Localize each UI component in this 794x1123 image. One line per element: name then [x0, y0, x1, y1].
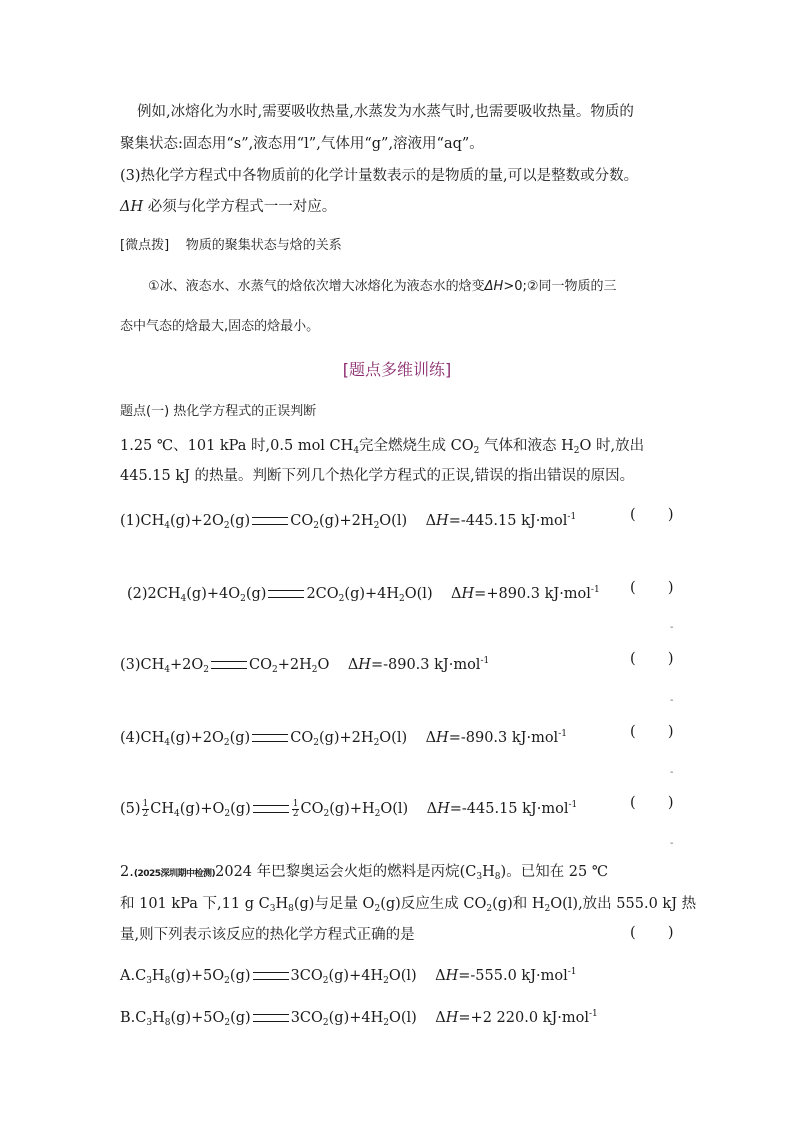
q1-line-1: 1.25 ℃、101 kPa 时,0.5 mol $CH_4$完全燃烧生成 $CO_2$ 气体和液态 $H_2O$ 时,放出: [120, 438, 645, 456]
q2-l2e: ,放出 555.0 kJ 热: [578, 896, 697, 912]
answer-bracket-4[interactable]: ( ): [630, 724, 674, 740]
option-b-dh: =+2 220.0 kJ·mol: [458, 1010, 589, 1026]
margin-mark: -: [670, 838, 674, 849]
answer-bracket-3[interactable]: ( ): [630, 651, 674, 667]
eq5-dh: =-445.15 kJ·mol: [449, 801, 569, 817]
tip-line-1b: >0;②同一物质的三: [503, 279, 617, 294]
q1-l1c: 气体和液态: [483, 438, 557, 454]
intro-line-1: 例如,冰熔化为水时,需要吸收热量,水蒸发为水蒸气时,也需要吸收热量。物质的: [137, 104, 634, 120]
fraction-half: $\frac{1}{2}$: [142, 798, 149, 819]
eq3-dh: =-890.3 kJ·mol: [370, 657, 481, 673]
tip-line-1a: ①冰、液态水、水蒸气的焓依次增大冰熔化为液态水的焓变: [148, 279, 485, 294]
q2-l2a: 和 101 kPa 下,11 g: [120, 896, 254, 912]
section-title: [题点多维训练]: [342, 360, 452, 379]
q2-prefix: 2.: [120, 864, 134, 880]
tip-label: [微点拨]: [120, 238, 170, 253]
option-a-dh: =-555.0 kJ·mol: [458, 968, 568, 984]
q1-l1b: 完全燃烧生成: [359, 438, 447, 454]
intro-line-4: ΔH 必须与化学方程式一一对应。: [120, 199, 337, 215]
intro-line-3: (3)热化学方程式中各物质前的化学计量数表示的是物质的量,可以是整数或分数。: [120, 168, 639, 184]
tip-title: 物质的聚集状态与焓的关系: [185, 238, 342, 253]
q2-l1: 2024 年巴黎奥运会火炬的燃料是丙烷(: [215, 864, 466, 880]
intro-line-2: 聚集状态:固态用“s”,液态用“l”,气体用“g”,溶液用“aq”。: [120, 136, 484, 152]
q1-l1d: 时,放出: [595, 438, 645, 454]
q2-line-2: 和 101 kPa 下,11 g $C_3H_8(g)$与足量 $O_2(g)$反应生成 $CO_2(g)$和 $H_2O(l)$,放出 555.0 kJ 热: [120, 896, 697, 914]
intro-line-4-text: 必须与化学方程式一一对应。: [147, 199, 337, 215]
q1-l1a: 1.25 ℃、101 kPa 时,0.5 mol: [120, 438, 325, 454]
tip-line-2: 态中气态的焓最大,固态的焓最小。: [120, 319, 320, 334]
q2-line-3: 量,则下列表示该反应的热化学方程式正确的是: [120, 927, 415, 943]
tip-line-1: ①冰、液态水、水蒸气的焓依次增大冰熔化为液态水的焓变ΔH>0;②同一物质的三: [148, 279, 617, 294]
source-tag: (2025深圳期中检测): [133, 869, 216, 879]
eq4-dh: =-890.3 kJ·mol: [448, 730, 559, 746]
answer-bracket-1[interactable]: ( ): [630, 507, 674, 523]
tip-heading: [120, 236, 342, 256]
equation-5: (5) $\frac{1}{2}$ $CH_4(g)+O_2(g)$ $\frac{1}{2}$ $CO_2(g)+H_2O(l)$ ΔH=-445.15 kJ·mol$^{-1}$: [120, 798, 578, 819]
q2-l2b: 与足量: [314, 896, 358, 912]
fraction-half: $\frac{1}{2}$: [292, 798, 299, 819]
answer-bracket-q2[interactable]: ( ): [630, 925, 674, 941]
equation-4: $(4)CH_4(g)+2O_2(g)$ $CO_2(g)+2H_2O(l)$ ΔH=-890.3 kJ·mol$^{-1}$: [120, 729, 567, 748]
q2-l2c: 反应生成: [400, 896, 459, 912]
eq2-dh: =+890.3 kJ·mol: [474, 586, 591, 602]
equation-2: $(2)2CH_4(g)+4O_2(g)$ $2CO_2(g)+4H_2O(l)$ ΔH=+890.3 kJ·mol$^{-1}$: [127, 585, 600, 604]
q2-l2d: 和: [512, 896, 528, 912]
q2-line-1: 2.(2025深圳期中检测)2024 年巴黎奥运会火炬的燃料是丙烷$(C_3H_8)$。已知在 25 ℃: [120, 864, 609, 882]
margin-mark: -: [670, 767, 674, 778]
answer-bracket-5[interactable]: ( ): [630, 795, 674, 811]
subsection-title: 题点(一) 热化学方程式的正误判断: [120, 404, 317, 419]
equation-3: $(3)CH_4+2O_2$ $CO_2+2H_2O$ ΔH=-890.3 kJ·mol$^{-1}$: [120, 656, 490, 675]
option-a[interactable]: $A.C_3H_8(g)+5O_2(g)$ $3CO_2(g)+4H_2O(l)$ ΔH=-555.0 kJ·mol$^{-1}$: [120, 967, 577, 986]
q2-l1b: )。已知在 25 ℃: [500, 864, 609, 880]
equation-1: $(1)CH_4(g)+2O_2(g)$ $CO_2(g)+2H_2O(l)$ ΔH=-445.15 kJ·mol$^{-1}$: [120, 512, 577, 531]
margin-mark: -: [670, 622, 674, 633]
answer-bracket-2[interactable]: ( ): [630, 580, 674, 596]
option-b[interactable]: $B.C_3H_8(g)+5O_2(g)$ $3CO_2(g)+4H_2O(l)$ ΔH=+2 220.0 kJ·mol$^{-1}$: [120, 1009, 598, 1028]
q1-line-2: 445.15 kJ 的热量。判断下列几个热化学方程式的正误,错误的指出错误的原因。: [120, 468, 635, 484]
margin-mark: -: [670, 695, 674, 706]
eq1-dh: =-445.15 kJ·mol: [448, 513, 568, 529]
